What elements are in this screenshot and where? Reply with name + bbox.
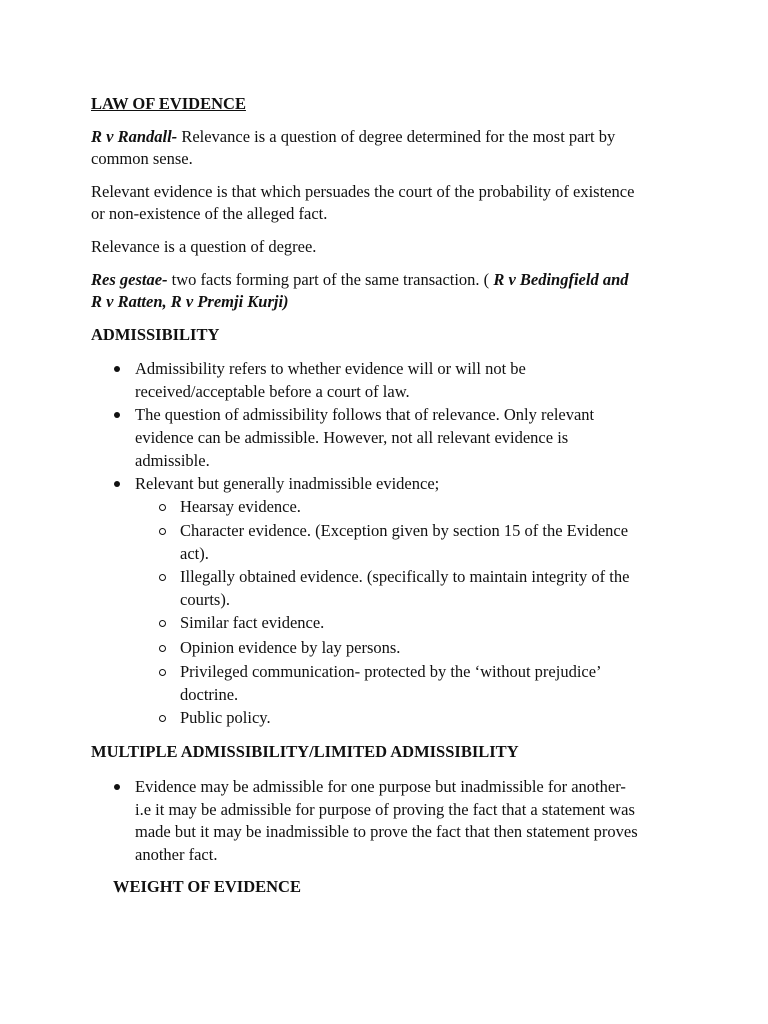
- sub-list-item-line: Privileged communication- protected by the ‘without prejudice’: [180, 662, 602, 681]
- sub-bullet-marker: [159, 620, 166, 627]
- case-names-res-gestae-1: R v Bedingfield and: [493, 270, 629, 289]
- term-res-gestae: Res gestae-: [91, 270, 168, 289]
- document-title: LAW OF EVIDENCE: [91, 94, 246, 113]
- heading-admissibility: ADMISSIBILITY: [91, 325, 220, 344]
- list-item-line: made but it may be inadmissible to prove the fact that then statement proves: [135, 822, 638, 841]
- paragraph-res-gestae-line1: [91, 269, 629, 291]
- sub-list-item-line: Hearsay evidence.: [180, 497, 301, 516]
- list-item-line: evidence can be admissible. However, not all relevant evidence is: [135, 428, 569, 447]
- sub-list-item-line: courts).: [180, 590, 230, 609]
- list-item-line: Relevant but generally inadmissible evidence;: [135, 474, 440, 493]
- sub-list-item-line: Similar fact evidence.: [180, 613, 325, 632]
- sub-bullet-marker: [159, 669, 166, 676]
- sub-list-item-line: doctrine.: [180, 685, 239, 704]
- sub-list-item-line: Opinion evidence by lay persons.: [180, 638, 401, 657]
- heading-multiple-admissibility: MULTIPLE ADMISSIBILITY/LIMITED ADMISSIBILITY: [91, 742, 519, 761]
- heading-weight-of-evidence: WEIGHT OF EVIDENCE: [113, 877, 301, 896]
- sub-list-item-line: Public policy.: [180, 708, 271, 727]
- bullet-marker: [114, 366, 120, 372]
- list-item-line: The question of admissibility follows that of relevance. Only relevant: [135, 405, 595, 424]
- paragraph-relevant-evidence-line1: Relevant evidence is that which persuades the court of the probability of existence: [91, 182, 635, 201]
- paragraph-relevance-degree: Relevance is a question of degree.: [91, 237, 317, 256]
- randall-text: Relevance is a question of degree determined for the most part by: [177, 127, 616, 146]
- list-item-line: Admissibility refers to whether evidence will or will not be: [135, 359, 526, 378]
- paragraph-res-gestae-line2: R v Ratten, R v Premji Kurji): [91, 292, 289, 311]
- list-item-line: another fact.: [135, 844, 218, 864]
- paragraph-randall-line1: [91, 126, 615, 148]
- sub-list-item-line: act).: [180, 544, 209, 563]
- sub-bullet-marker: [159, 528, 166, 535]
- paragraph-randall-line2: common sense.: [91, 149, 193, 168]
- bullet-marker: [114, 784, 120, 790]
- sub-bullet-marker: [159, 715, 166, 722]
- sub-list-item-line: Illegally obtained evidence. (specifically to maintain integrity of the: [180, 567, 630, 586]
- case-name-randall: R v Randall-: [91, 127, 178, 146]
- list-item-line: i.e it may be admissible for purpose of proving the fact that a statement was: [135, 799, 635, 819]
- res-gestae-text: two facts forming part of the same transaction. (: [167, 270, 494, 289]
- list-item-line: admissible.: [135, 451, 210, 470]
- sub-bullet-marker: [159, 504, 166, 511]
- sub-list-item-line: Character evidence. (Exception given by section 15 of the Evidence: [180, 521, 629, 540]
- sub-bullet-marker: [159, 645, 166, 652]
- bullet-marker: [114, 412, 120, 418]
- bullet-marker: [114, 481, 120, 487]
- list-item-line: Evidence may be admissible for one purpose but inadmissible for another-: [135, 777, 626, 796]
- sub-bullet-marker: [159, 574, 166, 581]
- list-item-line: received/acceptable before a court of law.: [135, 382, 410, 401]
- paragraph-relevant-evidence-line2: or non-existence of the alleged fact.: [91, 204, 328, 223]
